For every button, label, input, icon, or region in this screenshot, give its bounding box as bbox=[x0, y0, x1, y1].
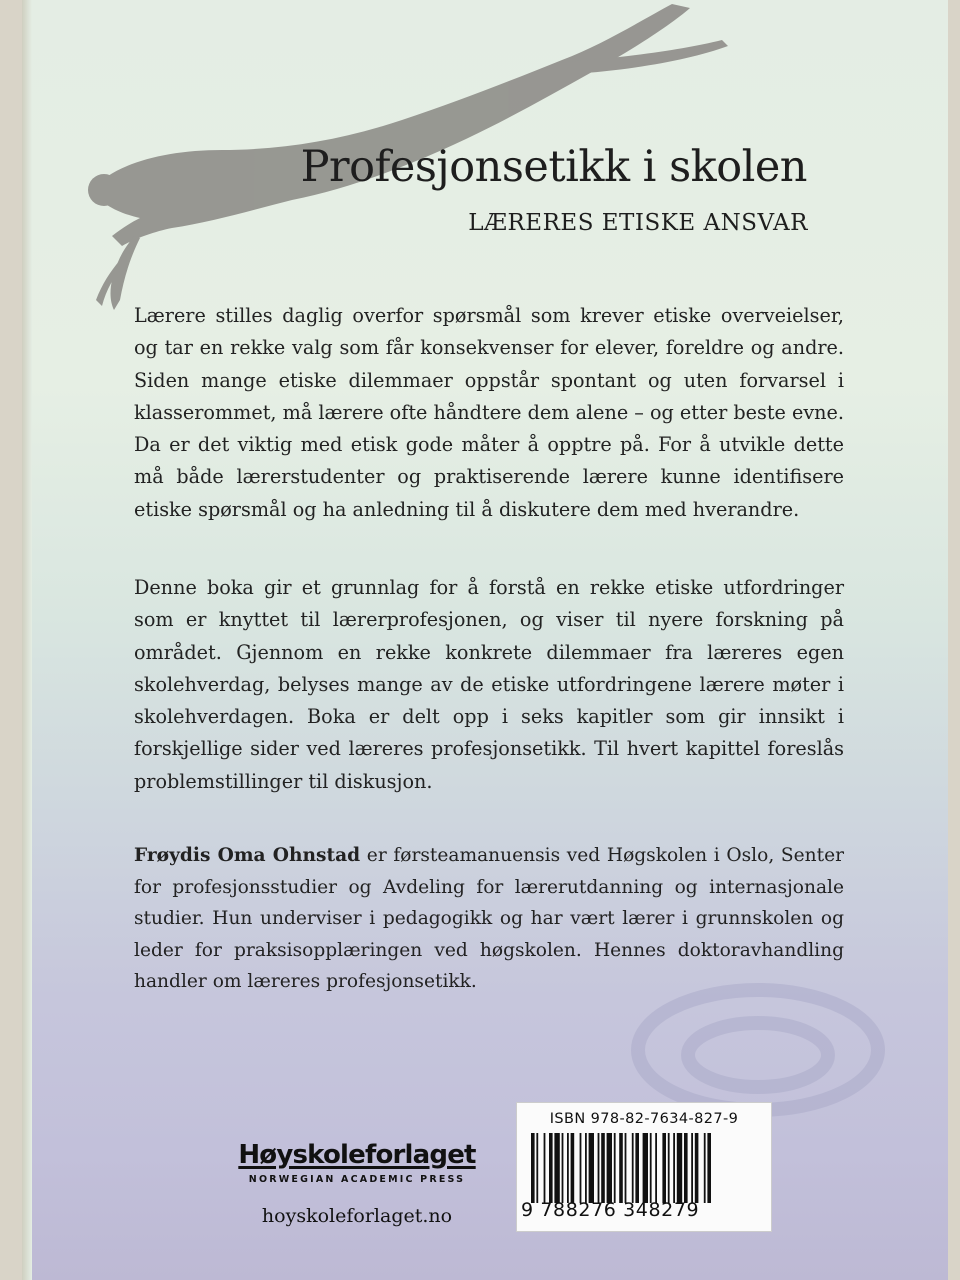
barcode-label bbox=[516, 1102, 772, 1232]
barcode-bar bbox=[536, 1133, 538, 1203]
barcode-icon bbox=[531, 1133, 759, 1203]
barcode-bar bbox=[643, 1133, 648, 1203]
barcode-bar bbox=[531, 1133, 535, 1203]
barcode-bar bbox=[598, 1133, 600, 1203]
barcode-bar bbox=[650, 1133, 652, 1203]
isbn-text: ISBN 978-82-7634-827-9 bbox=[549, 1111, 739, 1127]
barcode-digits: 9 788276 348279 bbox=[521, 1199, 700, 1221]
barcode-bar bbox=[632, 1133, 634, 1203]
barcode-bar bbox=[567, 1133, 569, 1203]
barcode-bar bbox=[673, 1133, 675, 1203]
barcode-bar bbox=[614, 1133, 616, 1203]
blurb-paragraph-2: Denne boka gir et grunnlag for å forstå en rekke etiske utfordringer som er knyttet til lærerprofesjonen, og viser til nyere forskning på området. Gjennom en rekke konkrete dilemmaer fra læreres egen skolehverdag, belyses mange av de etiske utfordringene lærere møter i skolehverdagen. Boka er delt opp i seks kapitler som gir innsikt i forskjellige sider ved læreres profesjonsetikk. Til hvert kapittel foreslås problemstillinger til diskusjon. bbox=[134, 576, 844, 793]
barcode-bar bbox=[662, 1133, 666, 1203]
barcode-bar bbox=[655, 1133, 657, 1203]
barcode-bar bbox=[625, 1133, 627, 1203]
author-bio-text: er førsteamanuensis ved Høgskolen i Oslo, Senter for profesjonsstudier og Avdeling for lærerutdanning og internasjonale studier. Hun underviser i pedagogikk og har vært lærer i grunnskolen og leder for praksisopplæringen ved høgskolen. Hennes doktoravhandling handler om læreres profesjonsetikk. bbox=[134, 845, 844, 992]
barcode-bar bbox=[544, 1133, 546, 1203]
book-back-cover bbox=[22, 0, 948, 1280]
barcode-bar bbox=[549, 1133, 553, 1203]
barcode-bar bbox=[704, 1133, 706, 1203]
barcode-bar bbox=[707, 1133, 711, 1203]
barcode-bar bbox=[684, 1133, 688, 1203]
barcode-bar bbox=[635, 1133, 639, 1203]
barcode-bar bbox=[554, 1133, 559, 1203]
barcode-bar bbox=[571, 1133, 575, 1203]
barcode-bar bbox=[619, 1133, 623, 1203]
publisher-url: hoyskoleforlaget.no bbox=[261, 1205, 453, 1227]
barcode-bar bbox=[601, 1133, 605, 1203]
book-subtitle: LÆRERES ETISKE ANSVAR bbox=[468, 210, 808, 236]
barcode-bar bbox=[585, 1133, 587, 1203]
author-name: Frøydis Oma Ohnstad bbox=[134, 845, 361, 866]
barcode-bar bbox=[677, 1133, 682, 1203]
barcode-bar bbox=[668, 1133, 670, 1203]
author-bio bbox=[134, 840, 844, 998]
book-title: Profesjonsetikk i skolen bbox=[300, 142, 807, 192]
barcode-bar bbox=[589, 1133, 594, 1203]
barcode-bar bbox=[691, 1133, 693, 1203]
publisher-tagline: NORWEGIAN ACADEMIC PRESS bbox=[248, 1174, 466, 1185]
publisher-block bbox=[232, 1140, 482, 1227]
blurb-paragraph-1: Lærere stilles daglig overfor spørsmål som krever etiske overveielser, og tar en rekke valg som får konsekvenser for elever, foreldre og andre. Siden mange etiske dilemmaer oppstår spontant og uten forvarsel i klasserommet, må lærere ofte håndtere dem alene – og etter beste evne. Da er det viktig med etisk gode måter å opptre på. For å utvikle dette må både lærerstudenter og praktiserende lærere kunne identifisere etiske spørsmål og ha anledning til å diskutere dem med hverandre. bbox=[134, 304, 844, 521]
barcode-bar bbox=[562, 1133, 564, 1203]
barcode-bar bbox=[607, 1133, 612, 1203]
barcode-bar bbox=[695, 1133, 699, 1203]
publisher-logo: Høyskoleforlaget bbox=[238, 1140, 476, 1170]
barcode-bar bbox=[580, 1133, 582, 1203]
